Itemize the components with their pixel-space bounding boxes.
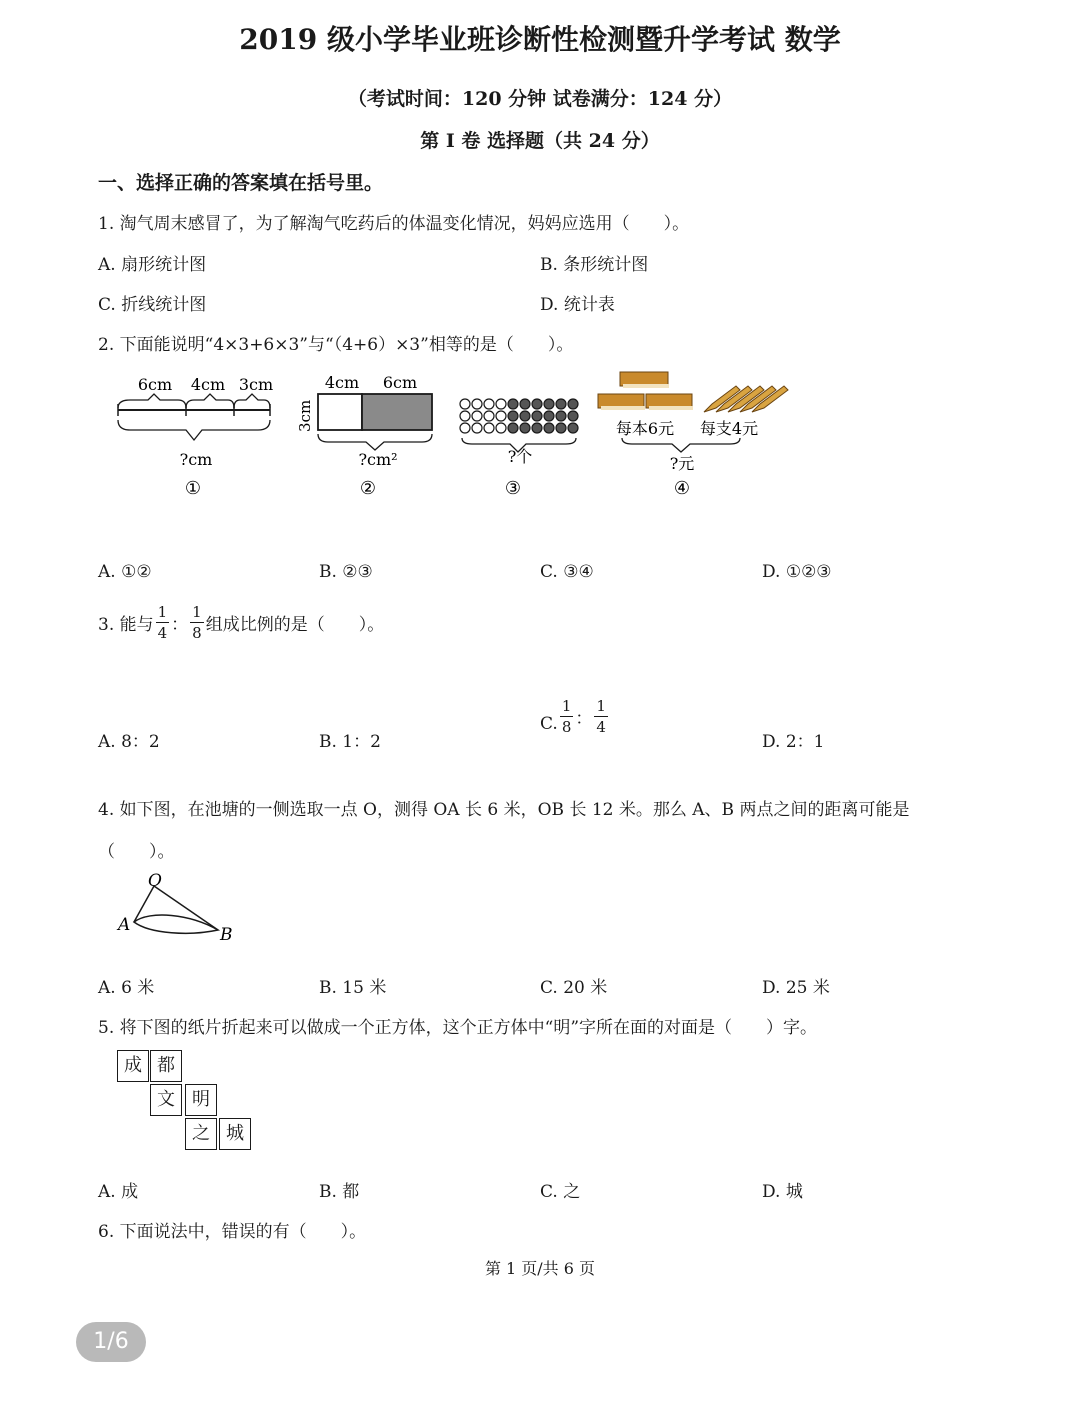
q2-option-c: C. ③④	[540, 562, 594, 582]
net-cell-1: 成	[117, 1050, 149, 1082]
q1-option-a: A. 扇形统计图	[98, 255, 207, 275]
q3-c-f2-numerator: 1	[596, 697, 606, 715]
filled-circle	[544, 423, 554, 433]
q3-fraction-1	[156, 604, 170, 641]
filled-circle	[508, 399, 518, 409]
q3-option-a: A. 8：2	[98, 732, 160, 752]
fig1-seg1-label: 6cm	[137, 375, 173, 394]
hollow-circle	[484, 423, 494, 433]
q3-option-b: B. 1：2	[319, 732, 381, 752]
page-indicator[interactable]: 1/6	[76, 1322, 146, 1362]
q5-option-a: A. 成	[98, 1182, 139, 1202]
hollow-circle	[496, 399, 506, 409]
q3-c-f1-denominator: 8	[561, 718, 572, 736]
q2-option-a: A. ①②	[98, 562, 152, 582]
net-cell-5: 之	[185, 1118, 217, 1150]
fig2-number: ②	[359, 478, 377, 499]
fig1-total-label: ?cm	[179, 450, 213, 469]
q3-f2-denominator: 8	[192, 624, 202, 642]
hollow-circle	[472, 423, 482, 433]
hollow-circle	[484, 399, 494, 409]
q4-point-a: A	[118, 915, 131, 935]
hollow-circle	[460, 423, 470, 433]
hollow-circle	[496, 411, 506, 421]
filled-circle	[508, 411, 518, 421]
filled-circle	[568, 423, 578, 433]
pencils-icon	[704, 386, 788, 412]
fig4-price2-label: 每支4元	[699, 419, 759, 438]
q3-c-f1-numerator: 1	[561, 697, 572, 715]
exam-subtitle: （考试时间：120 分钟 试卷满分：124 分）	[347, 88, 733, 110]
q2-figure-4	[598, 372, 788, 499]
filled-circle	[544, 411, 554, 421]
filled-circle	[520, 399, 530, 409]
q3-c-f2-denominator: 4	[596, 718, 606, 736]
exam-title: 2019 级小学毕业班诊断性检测暨升学考试 数学	[239, 23, 841, 56]
hollow-circle	[460, 399, 470, 409]
q3-c-fraction-2	[594, 698, 608, 735]
filled-circle	[532, 399, 542, 409]
q3-f1-denominator: 4	[157, 624, 168, 642]
question-3-text	[98, 604, 384, 641]
question-4-text: 4. 如下图，在池塘的一侧选取一点 O，测得 OA 长 6 米，OB 长 12 米。那么 A、B 两点之间的距离可能是	[98, 800, 910, 820]
fig2-height-label: 3cm	[296, 399, 314, 432]
q4-pond-diagram	[110, 870, 250, 950]
q5-option-c: C. 之	[540, 1182, 581, 1202]
books-icon	[598, 372, 693, 410]
section-heading: 一、选择正确的答案填在括号里。	[98, 172, 384, 194]
question-5-text: 5. 将下图的纸片折起来可以做成一个正方体，这个正方体中“明”字所在面的对面是（ ）字。	[98, 1018, 818, 1038]
filled-circle	[544, 399, 554, 409]
filled-circle	[556, 411, 566, 421]
q3-colon: ：	[171, 615, 189, 635]
filled-circle	[520, 411, 530, 421]
q4-point-o: O	[148, 871, 162, 891]
q2-figure-2	[296, 373, 432, 499]
part-heading: 第 I 卷 选择题（共 24 分）	[420, 130, 660, 152]
q2-option-b: B. ②③	[319, 562, 373, 582]
q2-option-d: D. ①②③	[762, 562, 832, 582]
question-6-text: 6. 下面说法中，错误的有（ ）。	[98, 1222, 367, 1242]
fig4-number: ④	[673, 478, 691, 499]
filled-circle	[508, 423, 518, 433]
filled-circle	[556, 423, 566, 433]
q1-option-b: B. 条形统计图	[540, 255, 649, 275]
net-cell-2: 都	[150, 1050, 182, 1082]
net-cell-6: 城	[219, 1118, 251, 1150]
q3-fraction-2	[190, 604, 204, 641]
fig4-total-label: ?元	[669, 454, 695, 473]
q5-option-b: B. 都	[319, 1182, 360, 1202]
q5-option-d: D. 城	[762, 1182, 803, 1202]
q4-option-b: B. 15 米	[319, 978, 387, 998]
q2-figures	[100, 364, 800, 504]
hollow-circle	[472, 399, 482, 409]
hollow-circle	[460, 411, 470, 421]
filled-circle	[532, 411, 542, 421]
fig1-seg3-label: 3cm	[238, 375, 274, 394]
fig3-number: ③	[504, 478, 522, 499]
fig2-total-label: ?cm²	[358, 450, 398, 469]
q3-suffix: 组成比例的是（ ）。	[205, 615, 385, 635]
q3-f2-numerator: 1	[192, 603, 202, 621]
q1-option-d: D. 统计表	[540, 295, 615, 315]
filled-circle	[520, 423, 530, 433]
question-2-text: 2. 下面能说明“4×3+6×3”与“（4+6）×3”相等的是（ ）。	[98, 335, 574, 355]
filled-circle	[568, 399, 578, 409]
question-1-text: 1. 淘气周末感冒了，为了解淘气吃药后的体温变化情况，妈妈应选用（ ）。	[98, 214, 690, 234]
q3-c-colon: ：	[575, 709, 593, 729]
fig1-seg2-label: 4cm	[190, 375, 226, 394]
hollow-circle	[496, 423, 506, 433]
question-4-blank: （ ）。	[98, 842, 175, 862]
q4-option-a: A. 6 米	[98, 978, 155, 998]
fig2-width2-label: 6cm	[382, 373, 418, 392]
q4-option-c: C. 20 米	[540, 978, 608, 998]
q2-figure-3	[460, 399, 578, 499]
net-cell-4: 明	[185, 1084, 217, 1116]
hollow-circle	[472, 411, 482, 421]
q3-c-fraction-1	[560, 698, 574, 735]
fig1-number: ①	[184, 478, 202, 499]
filled-circle	[532, 423, 542, 433]
net-cell-3: 文	[150, 1084, 182, 1116]
q3-f1-numerator: 1	[157, 603, 168, 621]
fig2-width1-label: 4cm	[324, 373, 360, 392]
filled-circle	[568, 411, 578, 421]
filled-circle	[556, 399, 566, 409]
q1-option-c: C. 折线统计图	[98, 295, 207, 315]
q3-option-c	[540, 698, 610, 735]
fig3-total-label: ?个	[507, 447, 533, 466]
q3-prefix: 3. 能与	[98, 615, 154, 635]
q3-c-prefix: C.	[540, 713, 558, 734]
fig4-price1-label: 每本6元	[615, 419, 675, 438]
q4-point-b: B	[220, 925, 233, 945]
q3-option-d: D. 2：1	[762, 732, 825, 752]
q2-figure-1	[118, 375, 273, 499]
hollow-circle	[484, 411, 494, 421]
page-footer: 第 1 页/共 6 页	[484, 1259, 596, 1278]
q4-option-d: D. 25 米	[762, 978, 830, 998]
